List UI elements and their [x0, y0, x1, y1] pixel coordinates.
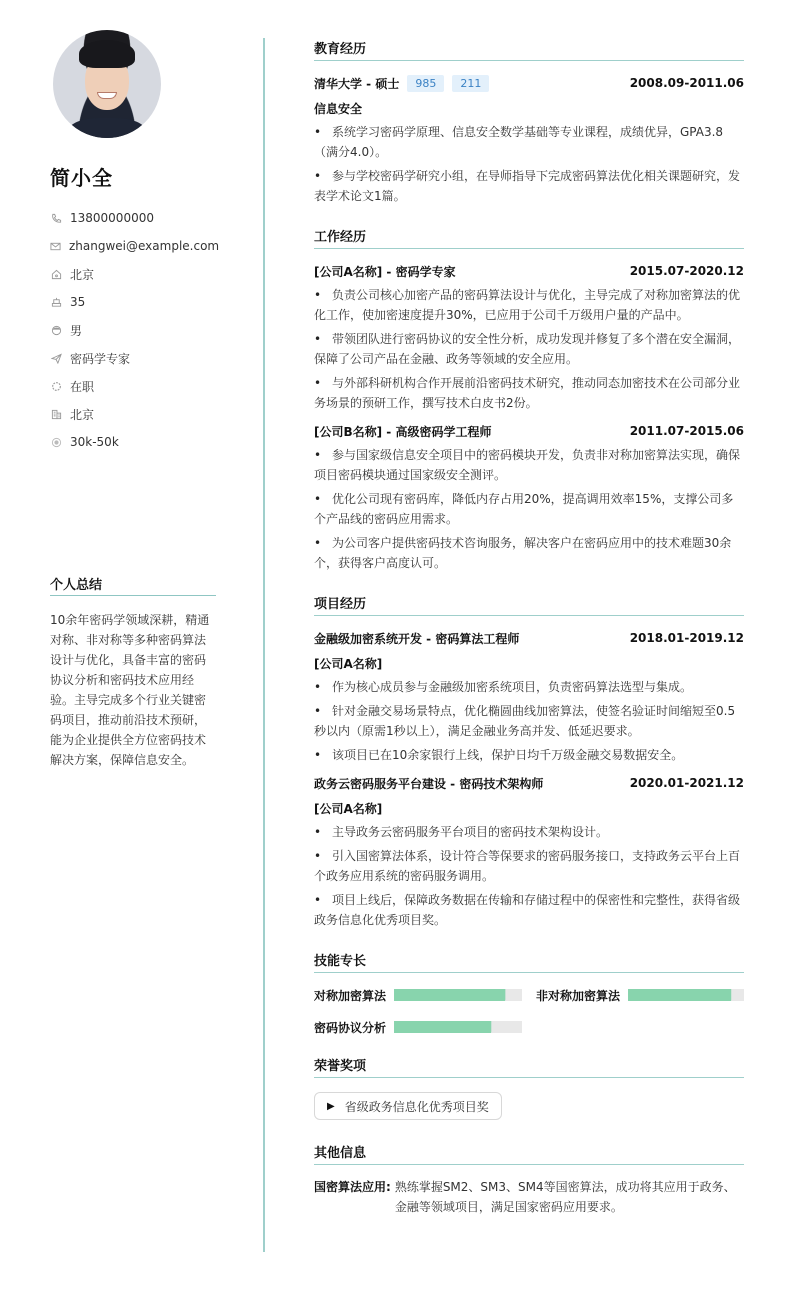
- city-value: 北京: [70, 407, 95, 422]
- tag-badge: 985: [407, 75, 444, 92]
- salary-icon: [50, 436, 62, 448]
- salary-value: 30k-50k: [70, 435, 119, 449]
- list-item: • 作为核心成员参与金融级加密系统项目，负责密码算法选型与集成。: [314, 680, 693, 694]
- school-degree: 清华大学 - 硕士: [314, 76, 400, 91]
- info-age: [50, 288, 216, 316]
- column-divider: [263, 38, 265, 1252]
- award-label: 省级政务信息化优秀项目奖: [344, 1099, 489, 1114]
- list-item: • 负责公司核心加密产品的密码算法设计与优化，主导完成了对称加密算法的优化工作，使加密速度提升30%，已应用于公司千万级用户量的产品中。: [314, 288, 741, 322]
- work-entry: [314, 261, 744, 413]
- gender-icon: [50, 324, 62, 336]
- list-item: • 带领团队进行密码协议的安全性分析，成功发现并修复了多个潜在安全漏洞，保障了公司产品在金融、政务等领域的安全应用。: [314, 332, 741, 366]
- location-value: 北京: [70, 267, 95, 282]
- send-icon: [50, 352, 62, 364]
- work-bullets: [314, 445, 744, 573]
- email-value: zhangwei@example.com: [69, 239, 220, 253]
- project-date: 2020.01-2021.12: [629, 776, 744, 790]
- bullet-text: 带领团队进行密码协议的安全性分析，成功发现并修复了多个潜在安全漏洞，保障了公司产品在金融、政务等领域的安全应用。: [314, 332, 741, 366]
- bullet-text: 作为核心成员参与金融级加密系统项目，负责密码算法选型与集成。: [332, 680, 693, 694]
- skill-fill: [394, 1021, 491, 1033]
- other-value: 熟练掌握SM2、SM3、SM4等国密算法，成功将其应用于政务、金融等领域项目，满足国家密码应用要求。: [394, 1180, 736, 1214]
- project-bullets: [314, 677, 744, 765]
- summary-heading: 个人总结: [50, 574, 216, 596]
- education-bullets: [314, 122, 744, 206]
- project-entry-header: [314, 773, 744, 793]
- info-salary: [50, 428, 216, 456]
- skill-item: [314, 985, 522, 1005]
- project-bullets: [314, 822, 744, 930]
- bullet-text: 负责公司核心加密产品的密码算法设计与优化，主导完成了对称加密算法的优化工作，使加密速度提升30%，已应用于公司千万级用户量的产品中。: [314, 288, 741, 322]
- bullet-text: 系统学习密码学原理、信息安全数学基础等专业课程，成绩优异，GPA3.8（满分4.0）。: [314, 125, 724, 159]
- project-entry: [314, 773, 744, 930]
- list-item: • 与外部科研机构合作开展前沿密码技术研究，推动同态加密技术在公司部分业务场景的预研工作，撰写技术白皮书2份。: [314, 376, 741, 410]
- bullet-text: 参与学校密码学研究小组，在导师指导下完成密码算法优化相关课题研究，发表学术论文1篇。: [314, 169, 741, 203]
- projects-section: [314, 593, 744, 930]
- skill-label: 非对称加密算法: [536, 988, 621, 1003]
- work-entry-header: [314, 421, 744, 441]
- work-heading: 工作经历: [314, 226, 744, 249]
- skills-heading: 技能专长: [314, 950, 744, 973]
- work-date: 2011.07-2015.06: [629, 424, 744, 438]
- other-item: [314, 1177, 744, 1217]
- bullet-text: 主导政务云密码服务平台项目的密码技术架构设计。: [332, 825, 609, 839]
- other-section: [314, 1142, 744, 1217]
- skill-bar: [628, 989, 744, 1001]
- list-item: • 参与国家级信息安全项目中的密码模块开发，负责非对称加密算法实现，确保项目密码模块通过国家级安全测评。: [314, 448, 741, 482]
- skill-bar: [394, 1021, 522, 1033]
- list-item: • 针对金融交易场景特点，优化椭圆曲线加密算法，使签名验证时间缩短至0.5秒以内（原需1秒以上），满足金融业务高并发、低延迟要求。: [314, 704, 736, 738]
- bullet-text: 与外部科研机构合作开展前沿密码技术研究，推动同态加密技术在公司部分业务场景的预研工作，撰写技术白皮书2份。: [314, 376, 741, 410]
- work-entry-header: [314, 261, 744, 281]
- info-city: [50, 400, 216, 428]
- major: 信息安全: [314, 102, 363, 116]
- status-icon: [50, 380, 62, 392]
- awards-heading: 荣誉奖项: [314, 1055, 744, 1078]
- education-header: [314, 73, 744, 93]
- mail-icon: [50, 240, 61, 252]
- bullet-text: 针对金融交易场景特点，优化椭圆曲线加密算法，使签名验证时间缩短至0.5秒以内（原需1秒以上），满足金融业务高并发、低延迟要求。: [314, 704, 736, 738]
- skill-label: 密码协议分析: [314, 1020, 387, 1035]
- age-value: 35: [70, 295, 86, 309]
- info-location: [50, 260, 216, 288]
- work-section: [314, 226, 744, 573]
- other-heading: 其他信息: [314, 1142, 744, 1165]
- skill-item: [314, 1017, 522, 1037]
- education-heading: 教育经历: [314, 38, 744, 61]
- skill-fill: [394, 989, 505, 1001]
- skills-section: [314, 950, 744, 1037]
- avatar-shirt: [69, 118, 145, 138]
- work-date: 2015.07-2020.12: [629, 264, 744, 278]
- other-key: 国密算法应用:: [314, 1180, 391, 1194]
- skill-item: [536, 985, 744, 1005]
- contact-info-list: [50, 204, 220, 456]
- skill-label: 对称加密算法: [314, 988, 387, 1003]
- education-date: 2008.09-2011.06: [629, 76, 744, 90]
- work-bullets: [314, 285, 744, 413]
- projects-heading: 项目经历: [314, 593, 744, 616]
- project-entry-header: [314, 628, 744, 648]
- info-gender: [50, 316, 216, 344]
- play-triangle-icon: ▶: [327, 1100, 335, 1112]
- list-item: • 参与学校密码学研究小组，在导师指导下完成密码算法优化相关课题研究，发表学术论文1篇。: [314, 169, 741, 203]
- list-item: • 主导政务云密码服务平台项目的密码技术架构设计。: [314, 825, 609, 839]
- info-phone: [50, 204, 216, 232]
- project-company: [公司A名称]: [314, 657, 383, 671]
- bullet-text: 该项目已在10余家银行上线，保护日均千万级金融交易数据安全。: [332, 748, 684, 762]
- project-title: 政务云密码服务平台建设 - 密码技术架构师: [314, 776, 544, 791]
- list-item: • 为公司客户提供密码技术咨询服务，解决客户在密码应用中的技术难题30余个，获得客户高度认可。: [314, 536, 732, 570]
- award-item[interactable]: [314, 1092, 502, 1120]
- avatar: [53, 30, 161, 138]
- phone-value: 13800000000: [70, 211, 154, 225]
- awards-section: [314, 1055, 744, 1142]
- bullet-text: 项目上线后，保障政务数据在传输和存储过程中的保密性和完整性，获得省级政务信息化优秀项目奖。: [314, 893, 741, 927]
- list-item: • 该项目已在10余家银行上线，保护日均千万级金融交易数据安全。: [314, 748, 684, 762]
- position-value: 密码学专家: [70, 351, 131, 366]
- education-section: [314, 38, 744, 206]
- project-title: 金融级加密系统开发 - 密码算法工程师: [314, 631, 520, 646]
- skill-bar: [394, 989, 522, 1001]
- bullet-text: 参与国家级信息安全项目中的密码模块开发，负责非对称加密算法实现，确保项目密码模块通过国家级安全测评。: [314, 448, 741, 482]
- main-content: [314, 38, 744, 1217]
- home-icon: [50, 268, 62, 280]
- bullet-text: 引入国密算法体系，设计符合等保要求的密码服务接口，支持政务云平台上百个政务应用系统的密码服务调用。: [314, 849, 741, 883]
- sidebar: [50, 30, 220, 770]
- list-item: • 系统学习密码学原理、信息安全数学基础等专业课程，成绩优异，GPA3.8（满分4.0）。: [314, 125, 724, 159]
- list-item: • 项目上线后，保障政务数据在传输和存储过程中的保密性和完整性，获得省级政务信息化优秀项目奖。: [314, 893, 741, 927]
- info-status: [50, 372, 216, 400]
- work-title: [公司B名称] - 高级密码学工程师: [314, 424, 492, 439]
- list-item: • 优化公司现有密码库，降低内存占用20%，提高调用效率15%，支撑公司多个产品线的密码应用需求。: [314, 492, 734, 526]
- bullet-text: 为公司客户提供密码技术咨询服务，解决客户在密码应用中的技术难题30余个，获得客户高度认可。: [314, 536, 732, 570]
- building-icon: [50, 408, 62, 420]
- age-icon: [50, 296, 62, 308]
- list-item: • 引入国密算法体系，设计符合等保要求的密码服务接口，支持政务云平台上百个政务应用系统的密码服务调用。: [314, 849, 741, 883]
- phone-icon: [50, 212, 62, 224]
- project-date: 2018.01-2019.12: [629, 631, 744, 645]
- status-value: 在职: [70, 379, 95, 394]
- work-title: [公司A名称] - 密码学专家: [314, 264, 456, 279]
- info-position: [50, 344, 216, 372]
- work-entry: [314, 421, 744, 573]
- skill-fill: [628, 989, 731, 1001]
- project-company: [公司A名称]: [314, 802, 383, 816]
- profile-name: 简小全: [50, 166, 113, 190]
- gender-value: 男: [70, 323, 83, 338]
- project-entry: [314, 628, 744, 765]
- education-entry: [314, 73, 744, 206]
- summary-text: 10余年密码学领域深耕，精通对称、非对称等多种密码算法设计与优化，具备丰富的密码协议分析和密码技术应用经验。主导完成多个行业关键密码项目，推动前沿技术预研，能为企业提供全方位密码技术解决方案，保障信息安全。: [50, 613, 210, 767]
- avatar-hair: [79, 40, 135, 68]
- skills-grid: [314, 985, 744, 1037]
- info-email: [50, 232, 220, 260]
- tag-badge: 211: [452, 75, 489, 92]
- bullet-text: 优化公司现有密码库，降低内存占用20%，提高调用效率15%，支撑公司多个产品线的密码应用需求。: [314, 492, 734, 526]
